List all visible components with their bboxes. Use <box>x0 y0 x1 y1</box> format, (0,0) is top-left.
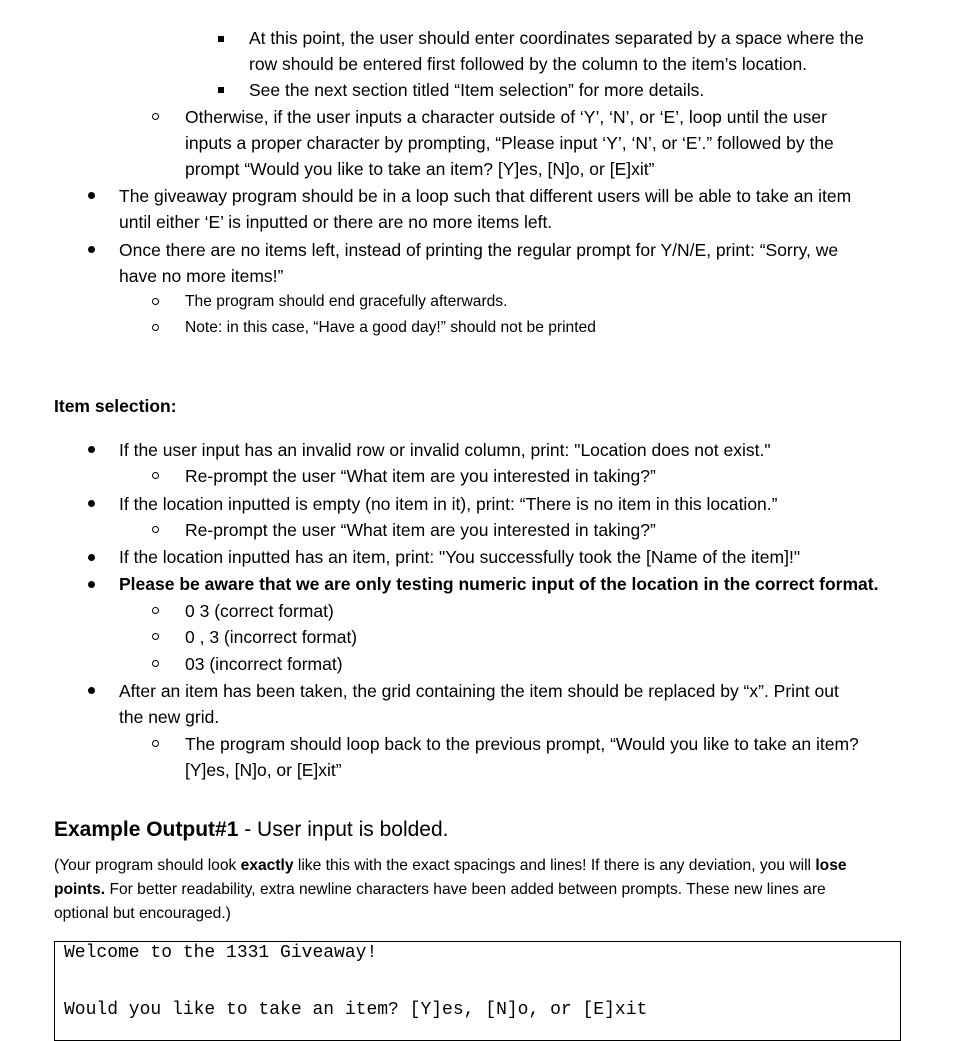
reprompt-text: Re-prompt the user “What item are you interested in taking?” <box>185 520 656 540</box>
format-example: 0 , 3 (incorrect format) <box>185 627 358 647</box>
example-note-line-2 <box>54 881 826 899</box>
no-items-text-cont: have no more items!” <box>119 266 284 286</box>
circle-bullet-icon <box>152 113 159 120</box>
note-part: For better readability, extra newline characters have been added between prompts. These new lines are <box>105 881 826 898</box>
example-note-line-1 <box>54 857 847 875</box>
circle-bullet-icon <box>152 298 159 305</box>
circle-bullet-icon <box>152 607 159 614</box>
note-part-bold: exactly <box>240 857 294 874</box>
empty-location-text: If the location inputted is empty (no item in it), print: “There is no item in this location.” <box>119 494 778 514</box>
circle-bullet-icon <box>152 472 159 479</box>
no-items-text: Once there are no items left, instead of printing the regular prompt for Y/N/E, print: “Sorry, we <box>119 240 839 260</box>
otherwise-text-cont: inputs a proper character by prompting, “Please input ‘Y’, ‘N’, or ‘E’.” followed by the <box>185 133 834 153</box>
has-item-text: If the location inputted has an item, print: "You successfully took the [Name of the item]!" <box>119 547 801 567</box>
bullet-icon <box>88 192 95 199</box>
code-line-welcome: Welcome to the 1331 Giveaway! <box>64 943 378 963</box>
invalid-location-text: If the user input has an invalid row or invalid column, print: "Location does not exist." <box>119 440 771 460</box>
bullet-icon <box>88 246 95 253</box>
otherwise-text: Otherwise, if the user inputs a character outside of ‘Y’, ‘N’, or ‘E’, loop until the user <box>185 107 827 127</box>
item-selection-heading: Item selection: <box>54 396 177 416</box>
sub-item-coordinates-cont: row should be entered first followed by the column to the item’s location. <box>249 54 808 74</box>
bullet-icon <box>88 581 95 588</box>
note-part: (Your program should look <box>54 857 241 874</box>
example-note-line-3 <box>54 905 231 923</box>
example-output-title <box>54 818 449 842</box>
code-line-prompt: Would you like to take an item? [Y]es, [N]o, or [E]xit <box>64 1000 648 1020</box>
loop-back-text: The program should loop back to the previous prompt, “Would you like to take an item? <box>185 734 859 754</box>
note-part: optional but encouraged.) <box>54 905 231 922</box>
end-gracefully-text: The program should end gracefully afterwards. <box>185 293 508 310</box>
circle-bullet-icon <box>152 324 159 331</box>
sub-item-see-next: See the next section titled “Item selection” for more details. <box>249 80 705 100</box>
format-example: 0 3 (correct format) <box>185 601 334 621</box>
reprompt-text: Re-prompt the user “What item are you interested in taking?” <box>185 466 656 486</box>
bullet-icon <box>88 500 95 507</box>
bullet-icon <box>88 446 95 453</box>
bullet-icon <box>88 554 95 561</box>
example-title-rest: - User input is bolded. <box>238 818 449 841</box>
example-title-bold: Example Output#1 <box>54 818 239 841</box>
note-part-bold: points. <box>54 881 106 898</box>
bullet-icon <box>88 687 95 694</box>
format-example: 03 (incorrect format) <box>185 654 343 674</box>
circle-bullet-icon <box>152 526 159 533</box>
after-taken-text: After an item has been taken, the grid containing the item should be replaced by “x”. Print out <box>119 681 839 701</box>
square-bullet-icon <box>218 87 224 93</box>
after-taken-text-cont: the new grid. <box>119 707 220 727</box>
circle-bullet-icon <box>152 633 159 640</box>
loop-text-cont: until either ‘E’ is inputted or there are no more items left. <box>119 212 553 232</box>
loop-back-text-cont: [Y]es, [N]o, or [E]xit” <box>185 760 342 780</box>
loop-text: The giveaway program should be in a loop such that different users will be able to take an item <box>119 186 852 206</box>
circle-bullet-icon <box>152 660 159 667</box>
aware-text: Please be aware that we are only testing numeric input of the location in the correct format. <box>119 574 879 594</box>
otherwise-text-cont2: prompt “Would you like to take an item? [Y]es, [N]o, or [E]xit” <box>185 159 655 179</box>
note-text: Note: in this case, “Have a good day!” should not be printed <box>185 319 596 336</box>
sub-item-coordinates: At this point, the user should enter coordinates separated by a space where the <box>249 28 864 48</box>
note-part: like this with the exact spacings and lines! If there is any deviation, you will <box>293 857 816 874</box>
circle-bullet-icon <box>152 740 159 747</box>
square-bullet-icon <box>218 36 224 42</box>
note-part-bold: lose <box>815 857 847 874</box>
